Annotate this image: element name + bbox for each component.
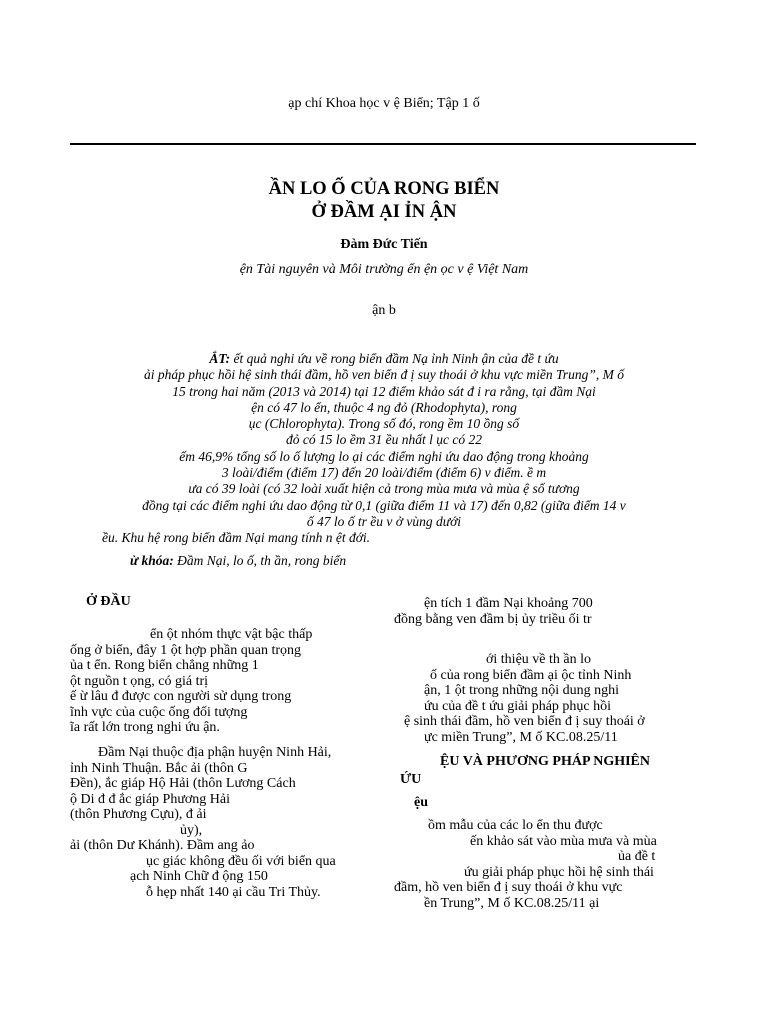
text-line: ỗ hẹp nhất 140 ại cầu Tri Thủy. — [146, 884, 321, 900]
text-line: ệ sinh thái đầm, hồ ven biển đ ị suy thoái ở — [404, 714, 645, 729]
text-line: ột nguồn t ọng, có giá trị — [70, 673, 209, 689]
abstract — [82, 351, 686, 547]
text-line: đầm, hồ ven biển đ ị suy thoái ở khu vực — [394, 880, 623, 895]
journal-header: ạp chí Khoa học v ệ Biển; Tập 1 ố — [288, 96, 480, 111]
intro-paragraph-3 — [394, 596, 696, 627]
keywords — [130, 553, 346, 569]
subsection-heading-materials: ệu — [414, 795, 428, 810]
paper-title-line-1: ẦN LO Ố CỦA RONG BIỂN — [268, 179, 500, 199]
text-line: ĩnh vực của cuộc ống đối tượng — [70, 704, 248, 720]
text-line: ỉnh Ninh Thuận. Bắc ải (thôn G — [70, 760, 248, 776]
abstract-label: ẮT: — [209, 351, 231, 366]
text-line: đồng bằng ven đầm bị ủy triều ối tr — [394, 611, 592, 627]
text-line: ến khảo sát vào mùa mưa và mùa — [470, 833, 657, 849]
text-line: ủy), — [180, 822, 203, 838]
keywords-text: Đầm Nại, lo ố, th ần, rong biển — [177, 553, 347, 568]
abstract-line: ục (Chlorophyta). Trong số đó, rong ềm 10 ồng số — [248, 416, 520, 432]
text-line: ục giác không đều ối với biển qua — [146, 853, 336, 869]
text-line: ộ Di đ đ ắc giáp Phương Hải — [70, 791, 231, 807]
text-line: ực miền Trung”, M ố KC.08.25/11 — [424, 729, 618, 745]
author-name: Đàm Đức Tiến — [340, 237, 428, 252]
abstract-line: ẮT: ết quả nghi ứu về rong biển đầm Nạ ỉnh Ninh ận của đề t ứu — [209, 351, 559, 366]
abstract-line: đỏ có 15 lo ềm 31 ều nhất l ục có 22 — [285, 432, 483, 448]
abstract-line: ố 47 lo ố tr ều v ở vùng dưới — [306, 513, 462, 529]
section-heading-methods-cont: ỨU — [400, 772, 422, 787]
header-rule — [70, 143, 696, 145]
text-line: ền Trung”, M ố KC.08.25/11 ại — [424, 895, 600, 911]
text-line: ủa t ển. Rong biển chẳng những 1 — [70, 658, 259, 673]
section-heading-intro: Ở ĐẦU — [86, 594, 131, 609]
section-heading-methods: ỆU VÀ PHƯƠNG PHÁP NGHIÊN — [440, 754, 651, 769]
intro-paragraph-2 — [70, 745, 374, 900]
text-line: ồm mẫu của các lo ển thu được — [428, 818, 603, 833]
intro-paragraph-4 — [394, 652, 696, 745]
text-line: ế ừ lâu đ được con người sử dụng trong — [70, 689, 292, 704]
text-line: ạch Ninh Chữ đ ộng 150 — [130, 869, 268, 884]
text-line: ĩa rất lớn trong nghi ứu ận. — [70, 720, 220, 735]
abstract-line: ện có 47 lo ển, thuộc 4 ng đỏ (Rhodophyta), rong — [251, 399, 517, 415]
abstract-line: ều. Khu hệ rong biển đầm Nại mang tính n ệt đới. — [102, 530, 371, 546]
paper-title-line-2: Ở ĐẦM ẠI ỈN ẬN — [311, 202, 457, 222]
text-line: ận, 1 ột trong những nội dung nghi — [424, 683, 620, 698]
text-line: ủa đề t — [618, 849, 656, 864]
methods-paragraph — [394, 818, 696, 911]
abstract-line: 15 trong hai năm (2013 và 2014) tại 12 điểm khảo sát đ i ra rằng, tại đầm Nại — [172, 383, 596, 399]
text-line: ứu của đề t ứu giải pháp phục hồi — [424, 698, 612, 714]
text-line: ới thiệu về th ần lo — [486, 652, 591, 667]
abstract-line: đồng tại các điểm nghi ứu dao động từ 0,1 (giữa điểm 11 và 17) đến 0,82 (giữa điểm 14 v — [142, 497, 626, 513]
text-line: ện tích 1 đầm Nại khoảng 700 — [424, 596, 593, 611]
text-line: ứu giải pháp phục hồi hệ sinh thái — [464, 864, 654, 880]
author-affiliation: ện Tài nguyên và Môi trường ển ện ọc v ệ Việt Nam — [239, 262, 529, 277]
text-line: ố của rong biển đầm ại ộc tỉnh Ninh — [430, 667, 632, 683]
abstract-line: ưa có 39 loài (có 32 loài xuất hiện cả trong mùa mưa và mùa ệ số tương — [188, 481, 580, 497]
text-line: ển ột nhóm thực vật bậc thấp — [150, 627, 313, 642]
text-line: ống ở biển, đây 1 ột hợp phần quan trọng — [70, 642, 301, 658]
received-date: ận b — [372, 303, 396, 318]
text-line: (thôn Phương Cựu), đ ải — [70, 807, 207, 822]
abstract-line: 3 loài/điểm (điểm 17) đến 20 loài/điểm (điểm 6) v điểm. ề m — [221, 465, 547, 481]
abstract-line: ếm 46,9% tổng số lo ố lượng lo ại các điểm nghi ứu dao động trong khoảng — [179, 448, 589, 464]
text-line: Đền), ắc giáp Hộ Hải (thôn Lương Cách — [70, 776, 296, 791]
keywords-label: ừ khóa: — [130, 553, 174, 568]
intro-paragraph-1 — [70, 627, 374, 736]
abstract-line: ải pháp phục hồi hệ sinh thái đầm, hồ ven biển đ ị suy thoái ở khu vực miền Trung”, M ố — [144, 367, 624, 383]
text-line: ải (thôn Dư Khánh). Đầm ang ảo — [70, 838, 255, 853]
text-line: Đầm Nại thuộc địa phận huyện Ninh Hải, — [98, 745, 332, 760]
